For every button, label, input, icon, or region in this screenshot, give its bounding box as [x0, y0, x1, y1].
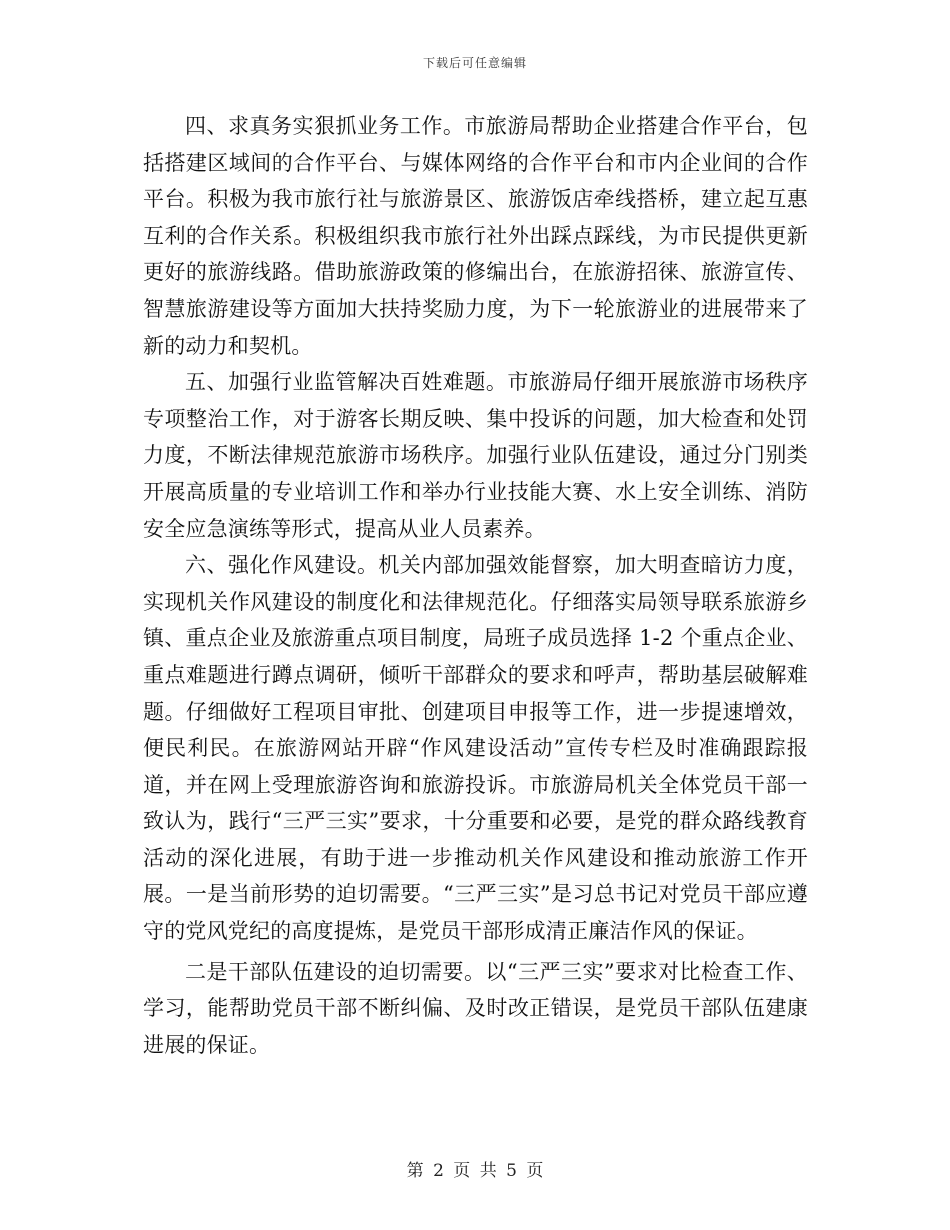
document-body [143, 108, 808, 1063]
paragraph-industry-supervision: 五、加强行业监管解决百姓难题。市旅游局仔细开展旅游市场秩序专项整治工作，对于游客长期反映、集中投诉的问题，加大检查和处罚力度，不断法律规范旅游市场秩序。加强行业队伍建设，通过分门别类开展高质量的专业培训工作和举办行业技能大赛、水上安全训练、消防安全应急演练等形式，提高从业人员素养。 [143, 370, 808, 541]
paragraph-work-style: 六、强化作风建设。机关内部加强效能督察，加大明查暗访力度，实现机关作风建设的制度化和法律规范化。仔细落实局领导联系旅游乡镇、重点企业及旅游重点项目制度，局班子成员选择 1-2 个重点企业、重点难题进行蹲点调研，倾听干部群众的要求和呼声，帮助基层破解难题。仔细做好工程项目审批、创建项目申报等工作，进一步提速增效，便民利民。在旅游网站开辟“作风建设活动”宣传专栏及时准确跟踪报道，并在网上受理旅游咨询和旅游投诉。市旅游局机关全体党员干部一致认为，践行“三严三实”要求，十分重要和必要，是党的群众路线教育活动的深化进展，有助于进一步推动机关作风建设和推动旅游工作开展。一是当前形势的迫切需要。“三严三实”是习总书记对党员干部应遵守的党风党纪的高度提炼，是党员干部形成清正廉洁作风的保证。 [143, 553, 808, 944]
paragraph-business-work: 四、求真务实狠抓业务工作。市旅游局帮助企业搭建合作平台，包括搭建区域间的合作平台、与媒体网络的合作平台和市内企业间的合作平台。积极为我市旅行社与旅游景区、旅游饭店牵线搭桥，建立起互惠互利的合作关系。积极组织我市旅行社外出踩点踩线，为市民提供更新更好的旅游线路。借助旅游政策的修编出台，在旅游招徕、旅游宣传、智慧旅游建设等方面加大扶持奖励力度，为下一轮旅游业的进展带来了新的动力和契机。 [143, 114, 808, 358]
paragraph-cadre-team: 二是干部队伍建设的迫切需要。以“三严三实”要求对比检查工作、学习，能帮助党员干部不断纠偏、及时改正错误，是党员干部队伍建康进展的保证。 [143, 959, 808, 1057]
page-number-footer: 第 2 页 共 5 页 [406, 1161, 544, 1181]
page-header: 下载后可任意编辑 [422, 56, 527, 70]
